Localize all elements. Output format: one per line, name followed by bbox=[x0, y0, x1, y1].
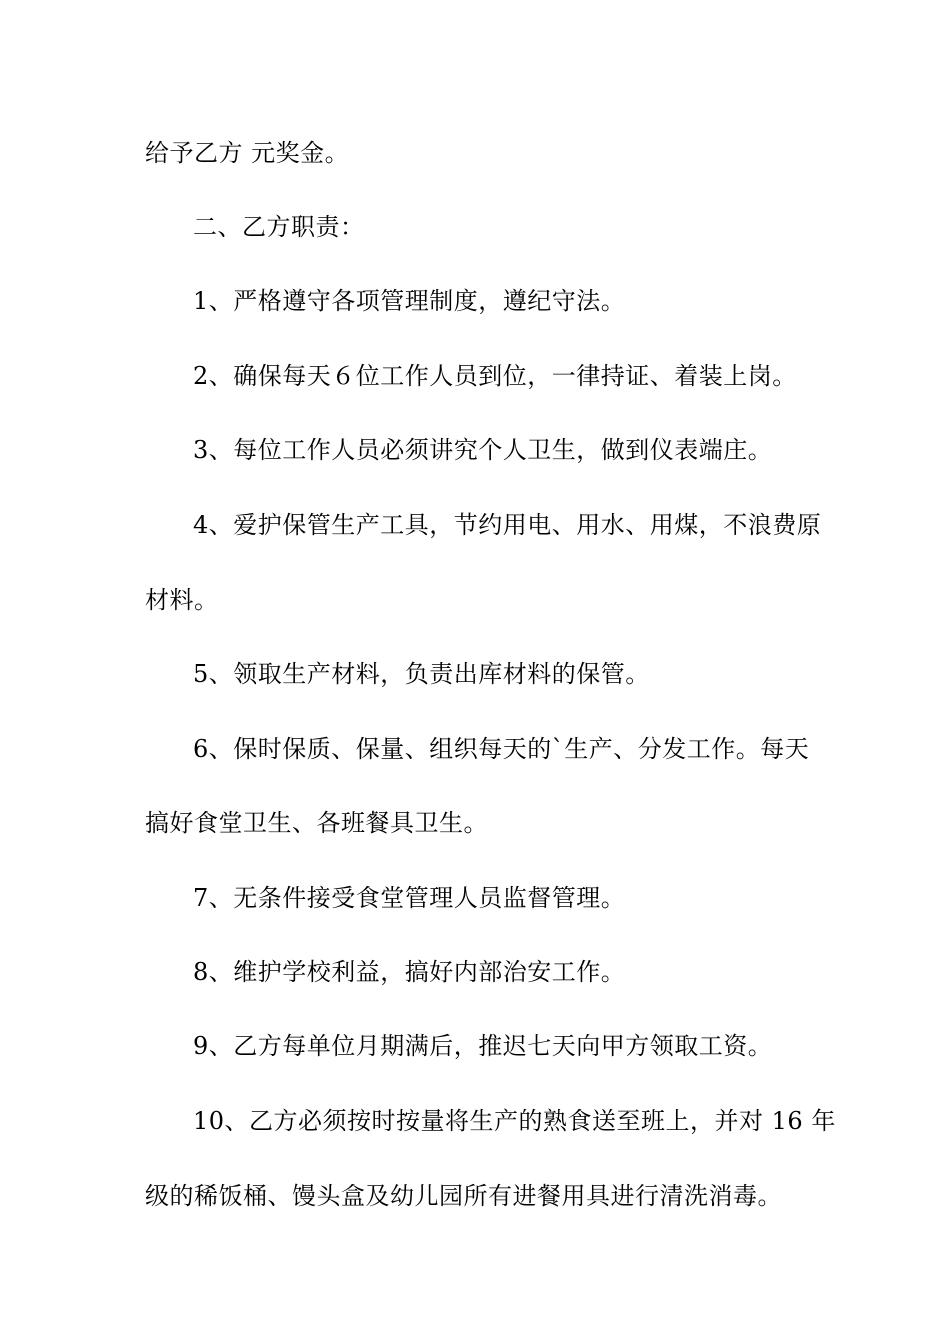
duty-item-3: 3、每位工作人员必须讲究个人卫生，做到仪表端庄。 bbox=[193, 436, 773, 464]
duty-item-7: 7、无条件接受食堂管理人员监督管理。 bbox=[193, 884, 626, 912]
text-line-bonus: 给予乙方 元奖金。 bbox=[145, 139, 350, 167]
duty-item-1: 1、严格遵守各项管理制度，遵纪守法。 bbox=[193, 287, 626, 315]
duty-item-8: 8、维护学校利益，搞好内部治安工作。 bbox=[193, 958, 626, 986]
duty-item-9: 9、乙方每单位月期满后，推迟七天向甲方领取工资。 bbox=[193, 1032, 773, 1060]
duty-item-10: 10、乙方必须按时按量将生产的熟食送至班上，并对 16 年 bbox=[193, 1107, 836, 1135]
duty-item-2: 2、确保每天６位工作人员到位，一律持证、着装上岗。 bbox=[193, 362, 797, 390]
duty-item-4-continuation: 材料。 bbox=[145, 586, 219, 614]
duty-item-10-continuation: 级的稀饭桶、馒头盒及幼儿园所有进餐用具进行清洗消毒。 bbox=[145, 1182, 782, 1210]
duty-item-4: 4、爱护保管生产工具，节约用电、用水、用煤，不浪费原 bbox=[193, 511, 822, 539]
section-heading-party-b-duties: 二、乙方职责： bbox=[193, 213, 365, 241]
duty-item-5: 5、领取生产材料，负责出库材料的保管。 bbox=[193, 660, 650, 688]
duty-item-6-continuation: 搞好食堂卫生、各班餐具卫生。 bbox=[145, 809, 488, 837]
duty-item-6: 6、保时保质、保量、组织每天的`生产、分发工作。每天 bbox=[193, 735, 810, 763]
